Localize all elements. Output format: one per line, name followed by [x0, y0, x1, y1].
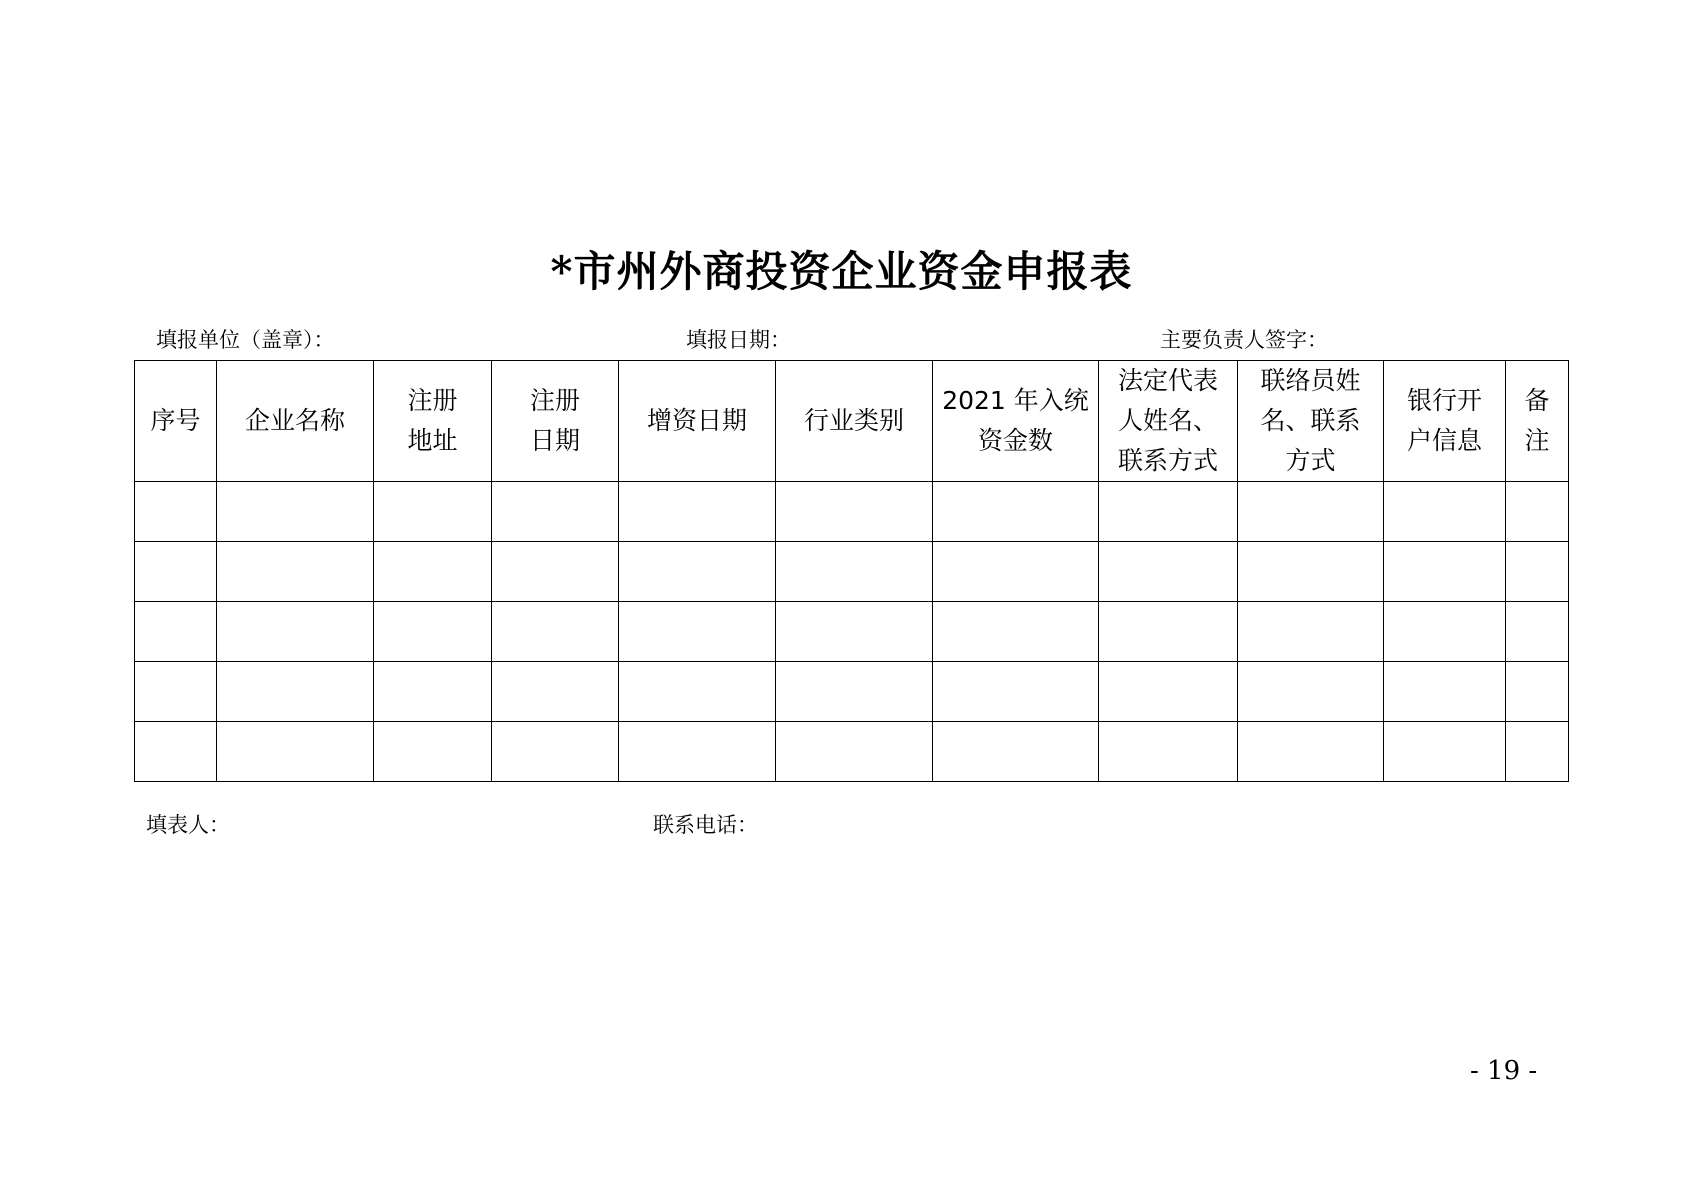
table-cell[interactable] — [1238, 662, 1384, 722]
table-cell[interactable] — [619, 542, 776, 602]
header-line: 地址 — [407, 426, 458, 455]
table-cell[interactable] — [619, 602, 776, 662]
table-cell[interactable] — [1238, 602, 1384, 662]
table-cell[interactable] — [374, 482, 492, 542]
header-seq — [135, 361, 217, 482]
header-line: 方式 — [1285, 446, 1336, 475]
table-cell[interactable] — [1238, 542, 1384, 602]
table-cell[interactable] — [619, 482, 776, 542]
header-line: 备 — [1524, 386, 1550, 415]
table-cell[interactable] — [217, 662, 374, 722]
header-line: 行业类别 — [803, 406, 904, 435]
header-liaison — [1238, 361, 1384, 482]
table-cell[interactable] — [1384, 662, 1506, 722]
table-cell[interactable] — [135, 542, 217, 602]
table-cell[interactable] — [1099, 722, 1238, 782]
table-row — [135, 542, 1569, 602]
table-cell[interactable] — [1384, 542, 1506, 602]
table-row — [135, 602, 1569, 662]
table-cell[interactable] — [1506, 542, 1569, 602]
header-line: 企业名称 — [244, 406, 345, 435]
table-cell[interactable] — [492, 602, 619, 662]
table-cell[interactable] — [1238, 482, 1384, 542]
contact-phone-label: 联系电话： — [653, 813, 758, 837]
header-line: 增资日期 — [646, 406, 747, 435]
table-cell[interactable] — [1238, 722, 1384, 782]
table-cell[interactable] — [217, 542, 374, 602]
header-line: 法定代表 — [1117, 366, 1218, 395]
table-cell[interactable] — [933, 662, 1099, 722]
table-cell[interactable] — [1384, 602, 1506, 662]
table-cell[interactable] — [492, 722, 619, 782]
fill-unit-label: 填报单位（盖章）： — [156, 328, 335, 352]
table-cell[interactable] — [933, 542, 1099, 602]
table-cell[interactable] — [1099, 482, 1238, 542]
page-number: - 19 - — [1470, 1056, 1538, 1086]
table-cell[interactable] — [374, 722, 492, 782]
header-line: 日期 — [529, 426, 580, 455]
table-cell[interactable] — [374, 662, 492, 722]
header-line: 资金数 — [977, 426, 1053, 455]
header-line: 序号 — [150, 406, 201, 435]
header-line: 注册 — [529, 386, 580, 415]
header-line: 注册 — [407, 386, 458, 415]
table-cell[interactable] — [933, 602, 1099, 662]
table-cell[interactable] — [776, 662, 933, 722]
signature-label: 主要负责人签字： — [1160, 328, 1328, 352]
table-cell[interactable] — [1506, 662, 1569, 722]
header-row — [135, 361, 1569, 482]
header-capital-increase-date — [619, 361, 776, 482]
table-cell[interactable] — [1506, 602, 1569, 662]
header-line: 名、联系 — [1260, 406, 1361, 435]
filler-label: 填表人： — [146, 813, 230, 837]
table-cell[interactable] — [1506, 482, 1569, 542]
table-row — [135, 662, 1569, 722]
table-cell[interactable] — [374, 602, 492, 662]
table-cell[interactable] — [492, 662, 619, 722]
report-table — [134, 360, 1569, 782]
document-title: *市州外商投资企业资金申报表 — [550, 247, 1133, 296]
table-cell[interactable] — [217, 482, 374, 542]
header-capital-amount — [933, 361, 1099, 482]
table-cell[interactable] — [933, 722, 1099, 782]
header-line: 注 — [1524, 426, 1550, 455]
header-line: 联络员姓 — [1260, 366, 1361, 395]
table-row — [135, 482, 1569, 542]
table-row — [135, 722, 1569, 782]
table-cell[interactable] — [135, 482, 217, 542]
header-line: 联系方式 — [1117, 446, 1218, 475]
table-cell[interactable] — [1506, 722, 1569, 782]
header-remarks — [1506, 361, 1569, 482]
table-cell[interactable] — [135, 662, 217, 722]
table-cell[interactable] — [135, 602, 217, 662]
table-cell[interactable] — [776, 482, 933, 542]
table-cell[interactable] — [135, 722, 217, 782]
table-cell[interactable] — [933, 482, 1099, 542]
table-cell[interactable] — [492, 482, 619, 542]
table-cell[interactable] — [217, 602, 374, 662]
header-legal-rep — [1099, 361, 1238, 482]
header-company-name — [217, 361, 374, 482]
table-cell[interactable] — [1099, 662, 1238, 722]
fill-date-label: 填报日期： — [686, 328, 791, 352]
table-cell[interactable] — [619, 722, 776, 782]
table-cell[interactable] — [619, 662, 776, 722]
table-cell[interactable] — [374, 542, 492, 602]
header-reg-address — [374, 361, 492, 482]
table-cell[interactable] — [1384, 482, 1506, 542]
header-line: 2021 年入统 — [942, 386, 1089, 415]
table-cell[interactable] — [776, 722, 933, 782]
header-line: 户信息 — [1406, 426, 1482, 455]
header-bank-info — [1384, 361, 1506, 482]
table-cell[interactable] — [1384, 722, 1506, 782]
header-line: 银行开 — [1406, 386, 1482, 415]
table-cell[interactable] — [776, 542, 933, 602]
table-cell[interactable] — [492, 542, 619, 602]
table-cell[interactable] — [1099, 602, 1238, 662]
table-cell[interactable] — [776, 602, 933, 662]
header-line: 人姓名、 — [1117, 406, 1218, 435]
table-cell[interactable] — [1099, 542, 1238, 602]
header-industry — [776, 361, 933, 482]
table-cell[interactable] — [217, 722, 374, 782]
header-reg-date — [492, 361, 619, 482]
